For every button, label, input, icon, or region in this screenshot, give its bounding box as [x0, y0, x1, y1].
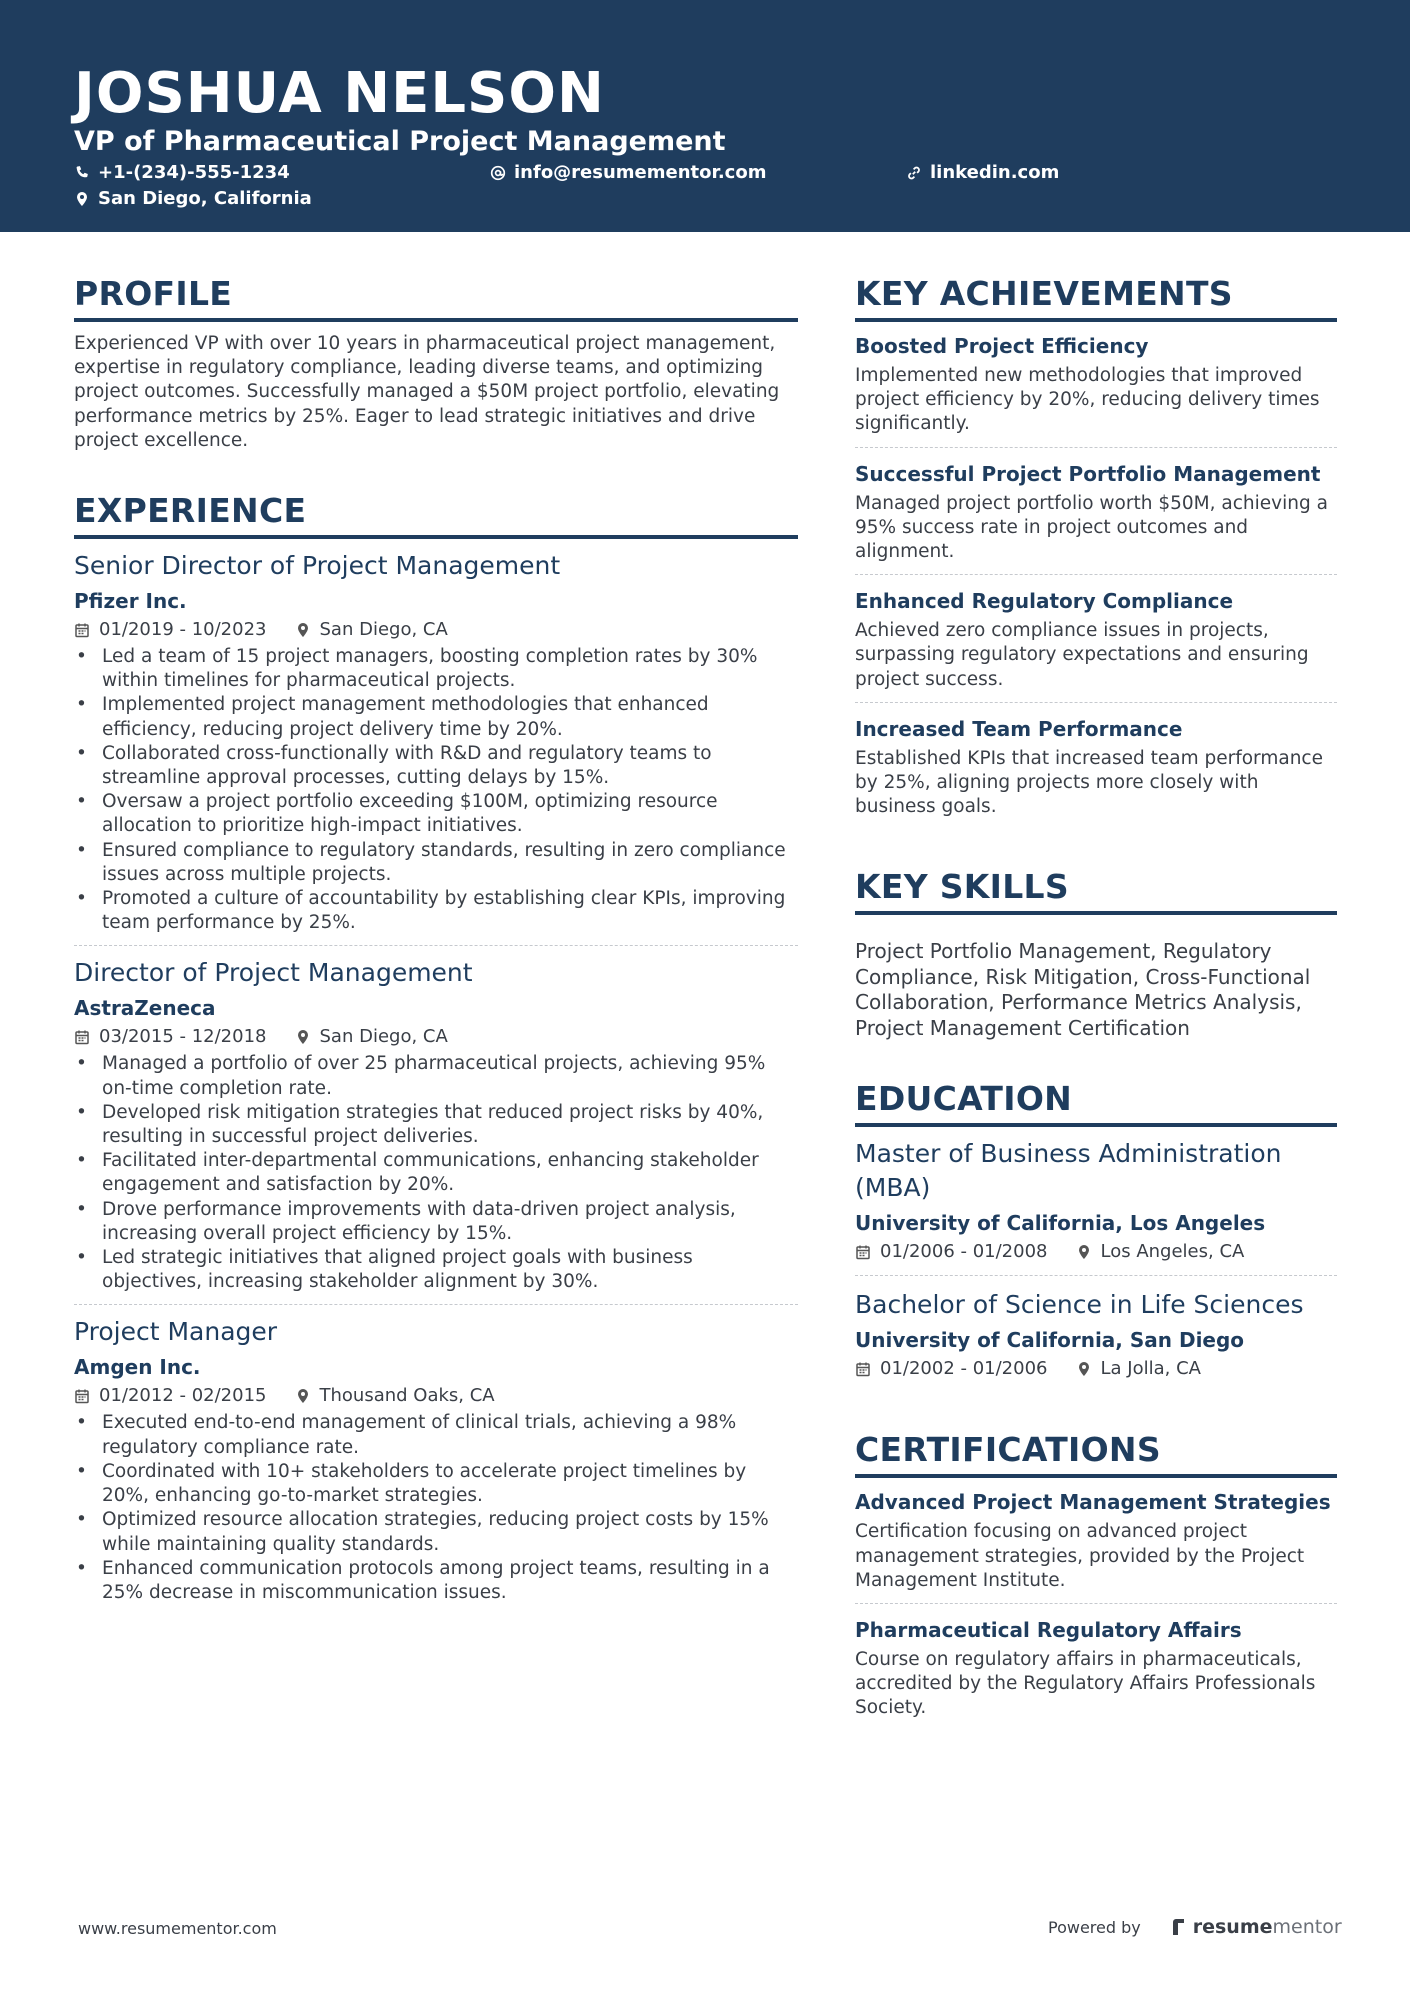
location-text: San Diego, California [98, 188, 312, 209]
bullet-item: • Drove performance improvements with data-driven project analysis, increasing overall project efficiency by 15%. [74, 1198, 798, 1246]
job-entry [74, 549, 798, 946]
skills-section [855, 865, 1337, 1041]
job-dates: 03/2015 - 12/2018 [99, 1026, 267, 1048]
job-location: San Diego, CA [319, 619, 448, 641]
job-location: San Diego, CA [319, 1026, 448, 1048]
bullet-item: • Promoted a culture of accountability by establishing clear KPIs, improving team performance by 25%. [74, 887, 798, 935]
achievement-text: Established KPIs that increased team performance by 25%, aligning projects more closely with business goals. [855, 747, 1323, 818]
education-item [855, 1288, 1337, 1392]
email-text: info@resumementor.com [514, 162, 767, 183]
calendar-icon [74, 622, 90, 638]
job-title: Project Manager [74, 1317, 278, 1347]
phone-icon [74, 165, 90, 181]
location-pin-icon [295, 1029, 311, 1045]
achievement-item [855, 332, 1337, 448]
footer-website[interactable]: www.resumementor.com [78, 1919, 277, 1938]
at-icon [490, 165, 506, 181]
profile-heading: PROFILE [74, 272, 798, 322]
certification-text: Certification focusing on advanced project management strategies, provided by the Project Management Institute. [855, 1521, 1305, 1591]
bullet-item: • Implemented project management methodologies that enhanced efficiency, reducing project delivery time by 20%. [74, 693, 798, 741]
calendar-icon [855, 1244, 871, 1260]
job-meta [74, 1383, 798, 1409]
brand-name-light: mentor [1272, 1916, 1342, 1938]
job-bullets [74, 645, 798, 935]
experience-section [74, 489, 798, 1615]
calendar-icon [74, 1029, 90, 1045]
phone-text: +1-(234)-555-1234 [98, 162, 290, 183]
job-dates: 01/2019 - 10/2023 [99, 619, 267, 641]
location-pin-icon [74, 191, 90, 207]
education-item [855, 1137, 1337, 1276]
bullet-item: • Collaborated cross-functionally with R&D and regulatory teams to streamline approval processes, cutting delays by 15%. [74, 742, 798, 790]
candidate-title: VP of Pharmaceutical Project Management [74, 126, 726, 157]
bullet-item: • Enhanced communication protocols among project teams, resulting in a 25% decrease in miscommunication issues. [74, 1557, 798, 1605]
certification-title: Advanced Project Management Strategies [855, 1490, 1331, 1515]
job-meta [74, 1024, 798, 1050]
education-meta [855, 1239, 1337, 1265]
certification-item [855, 1488, 1337, 1604]
link-icon [906, 165, 922, 181]
achievement-title: Boosted Project Efficiency [855, 334, 1149, 358]
resume-header [0, 0, 1410, 232]
job-bullets [74, 1052, 798, 1294]
achievement-title: Successful Project Portfolio Management [855, 461, 1321, 486]
achievement-text: Managed project portfolio worth $50M, achieving a 95% success rate in project outcomes and alignment. [855, 492, 1328, 563]
bullet-item: • Executed end-to-end management of clinical trials, achieving a 98% regulatory compliance rate. [74, 1411, 798, 1459]
bullet-item: • Led strategic initiatives that aligned project goals with business objectives, increasing stakeholder alignment by 30%. [74, 1246, 798, 1294]
company-name: Amgen Inc. [74, 1355, 201, 1380]
degree-title: Master of Business Administration (MBA) [855, 1139, 1282, 1203]
bullet-item: • Ensured compliance to regulatory standards, resulting in zero compliance issues across multiple projects. [74, 839, 798, 887]
resumementor-logo-icon [1171, 1918, 1187, 1936]
bullet-item: • Oversaw a project portfolio exceeding $100M, optimizing resource allocation to prioritize high-impact initiatives. [74, 790, 798, 838]
education-dates: 01/2002 - 01/2006 [880, 1358, 1048, 1380]
candidate-name: JOSHUA NELSON [74, 61, 605, 126]
bullet-item: • Led a team of 15 project managers, boosting completion rates by 30% within timelines for pharmaceutical projects. [74, 645, 798, 693]
footer-branding [1048, 1916, 1342, 1938]
education-heading: EDUCATION [855, 1077, 1337, 1127]
profile-section [74, 272, 798, 453]
calendar-icon [74, 1388, 90, 1404]
experience-heading: EXPERIENCE [74, 489, 798, 539]
brand-logo[interactable] [1171, 1916, 1342, 1938]
education-section [855, 1077, 1337, 1392]
skills-text: Project Portfolio Management, Regulatory Compliance, Risk Mitigation, Cross-Functional Collaboration, Performance Metrics Analysis, Project Management Certification [855, 939, 1311, 1040]
bullet-item: • Developed risk mitigation strategies that reduced project risks by 40%, resulting in successful project deliveries. [74, 1101, 798, 1149]
right-column [855, 272, 1337, 1767]
location-pin-icon [295, 1388, 311, 1404]
school-name: University of California, Los Angeles [855, 1211, 1266, 1236]
contact-linkedin[interactable] [906, 161, 1059, 185]
contact-location [74, 187, 312, 211]
job-entry [74, 1315, 798, 1615]
achievement-text: Implemented new methodologies that improved project efficiency by 20%, reducing delivery times significantly. [855, 365, 1320, 435]
bullet-item: • Managed a portfolio of over 25 pharmaceutical projects, achieving 95% on-time completion rate. [74, 1052, 798, 1100]
bullet-item: • Facilitated inter-departmental communications, enhancing stakeholder engagement and satisfaction by 20%. [74, 1149, 798, 1197]
certification-text: Course on regulatory affairs in pharmaceuticals, accredited by the Regulatory Affairs Professionals Society. [855, 1649, 1316, 1719]
job-title: Director of Project Management [74, 958, 473, 988]
achievement-text: Achieved zero compliance issues in projects, surpassing regulatory expectations and ensuring project success. [855, 620, 1309, 690]
location-pin-icon [295, 622, 311, 638]
certifications-heading: CERTIFICATIONS [855, 1428, 1337, 1478]
achievement-item [855, 587, 1337, 703]
company-name: Pfizer Inc. [74, 589, 187, 614]
education-location: La Jolla, CA [1100, 1358, 1201, 1380]
school-name: University of California, San Diego [855, 1328, 1245, 1353]
achievement-item [855, 715, 1337, 830]
job-location: Thousand Oaks, CA [319, 1385, 495, 1407]
job-bullets [74, 1411, 798, 1605]
certifications-section [855, 1428, 1337, 1730]
achievement-title: Increased Team Performance [855, 716, 1183, 741]
job-meta [74, 617, 798, 643]
certification-item [855, 1616, 1337, 1731]
contact-phone [74, 161, 290, 185]
location-pin-icon [1076, 1361, 1092, 1377]
powered-by-text: Powered by [1048, 1917, 1141, 1937]
degree-title: Bachelor of Science in Life Sciences [855, 1290, 1304, 1320]
education-location: Los Angeles, CA [1100, 1241, 1245, 1263]
achievements-section [855, 272, 1337, 829]
job-entry [74, 956, 798, 1305]
certification-title: Pharmaceutical Regulatory Affairs [855, 1618, 1242, 1643]
brand-name-bold: resume [1192, 1916, 1273, 1938]
achievements-heading: KEY ACHIEVEMENTS [855, 272, 1337, 322]
achievement-title: Enhanced Regulatory Compliance [855, 589, 1234, 614]
education-meta [855, 1356, 1337, 1382]
education-dates: 01/2006 - 01/2008 [880, 1241, 1048, 1263]
bullet-item: • Coordinated with 10+ stakeholders to accelerate project timelines by 20%, enhancing go-to-market strategies. [74, 1460, 798, 1508]
company-name: AstraZeneca [74, 996, 216, 1021]
linkedin-text: linkedin.com [930, 162, 1060, 183]
contact-email[interactable] [490, 161, 766, 185]
bullet-item: • Optimized resource allocation strategies, reducing project costs by 15% while maintaining quality standards. [74, 1508, 798, 1556]
profile-text: Experienced VP with over 10 years in pharmaceutical project management, expertise in regulatory compliance, leading diverse teams, and optimizing project outcomes. Successfully managed a $50M project portfolio, elevating performance metrics by 25%. Eager to lead strategic initiatives and drive project excellence. [74, 333, 780, 451]
left-column [74, 272, 798, 1651]
job-title: Senior Director of Project Management [74, 551, 561, 581]
job-dates: 01/2012 - 02/2015 [99, 1385, 267, 1407]
skills-heading: KEY SKILLS [855, 865, 1337, 915]
location-pin-icon [1076, 1244, 1092, 1260]
calendar-icon [855, 1361, 871, 1377]
achievement-item [855, 460, 1337, 576]
